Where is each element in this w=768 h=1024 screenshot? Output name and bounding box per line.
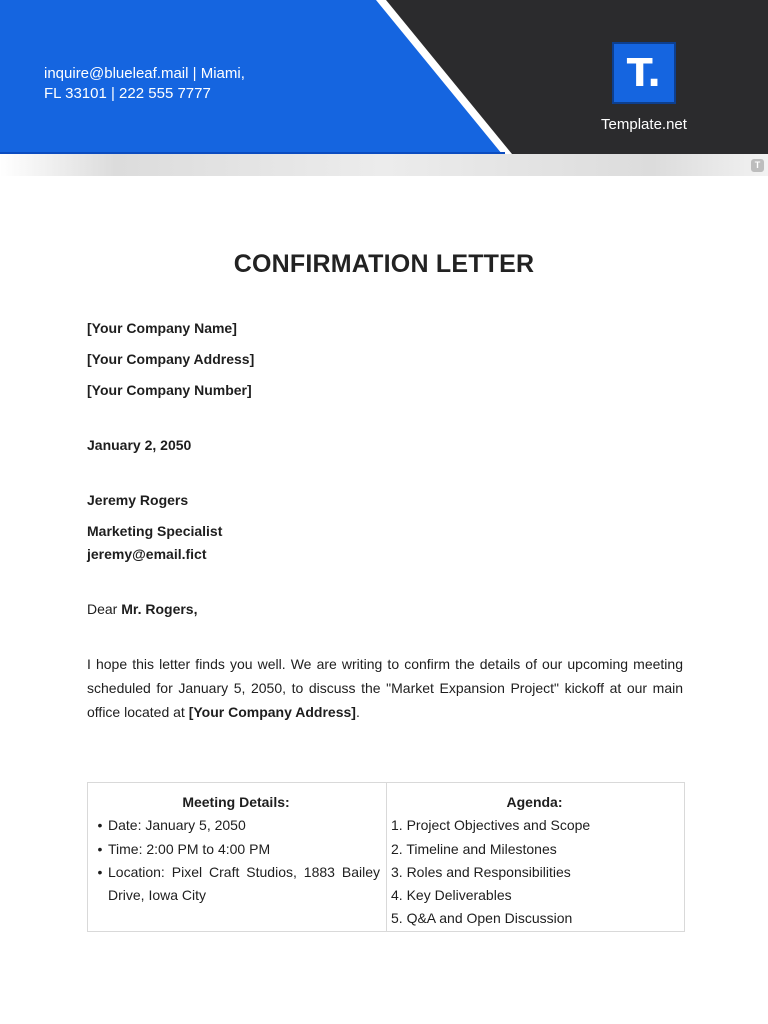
recipient-title: Marketing Specialist [87, 523, 223, 539]
letter-date: January 2, 2050 [87, 437, 192, 453]
logo-name: Template.net [601, 116, 687, 133]
agenda-item: 2. Timeline and Milestones [391, 840, 557, 857]
letterhead [0, 0, 768, 176]
sender-company-address: [Your Company Address] [87, 351, 255, 367]
gray-band [0, 154, 768, 176]
salutation-name: Mr. Rogers, [121, 601, 198, 617]
recipient-email: jeremy@email.fict [87, 546, 207, 562]
sender-company-number: [Your Company Number] [87, 382, 252, 398]
meeting-details-heading: Meeting Details: [182, 794, 290, 810]
recipient-name: Jeremy Rogers [87, 492, 189, 508]
logo [612, 42, 676, 104]
document-title: CONFIRMATION LETTER [233, 250, 535, 278]
contact-line-1: inquire@blueleaf.mail | Miami, [44, 65, 245, 82]
contact-info [44, 64, 304, 104]
sender-company-name: [Your Company Name] [87, 320, 237, 336]
blue-edge [0, 152, 505, 154]
contact-line-2: FL 33101 | 222 555 7777 [44, 85, 211, 102]
agenda-item: 4. Key Deliverables [391, 887, 512, 904]
meeting-details-table [87, 782, 685, 932]
template-mark-icon: T [751, 159, 764, 172]
agenda-column [386, 783, 684, 931]
meeting-details-column [88, 783, 386, 931]
body-paragraph [87, 652, 683, 724]
agenda-item: 5. Q&A and Open Discussion [391, 910, 573, 927]
body-end: . [355, 704, 360, 720]
agenda-heading: Agenda: [506, 794, 563, 810]
salutation [87, 601, 197, 617]
body-text: I hope this letter finds you well. We are writing to confirm the details of our upcoming meeting scheduled for January 5, 2050, to discuss the "Market Expansion Project" kickoff at our main office located at [87, 656, 683, 720]
meeting-item: • Location: Pixel Craft Studios, 1883 Bailey Drive, Iowa City [97, 863, 380, 904]
agenda-item: 3. Roles and Responsibilities [391, 863, 571, 880]
logo-letter: T. [626, 51, 662, 95]
meeting-item: • Time: 2:00 PM to 4:00 PM [97, 840, 271, 857]
agenda-item: 1. Project Objectives and Scope [391, 817, 591, 834]
body-address: [Your Company Address] [188, 704, 356, 720]
salutation-prefix: Dear [87, 601, 122, 617]
meeting-item: • Date: January 5, 2050 [97, 817, 246, 834]
